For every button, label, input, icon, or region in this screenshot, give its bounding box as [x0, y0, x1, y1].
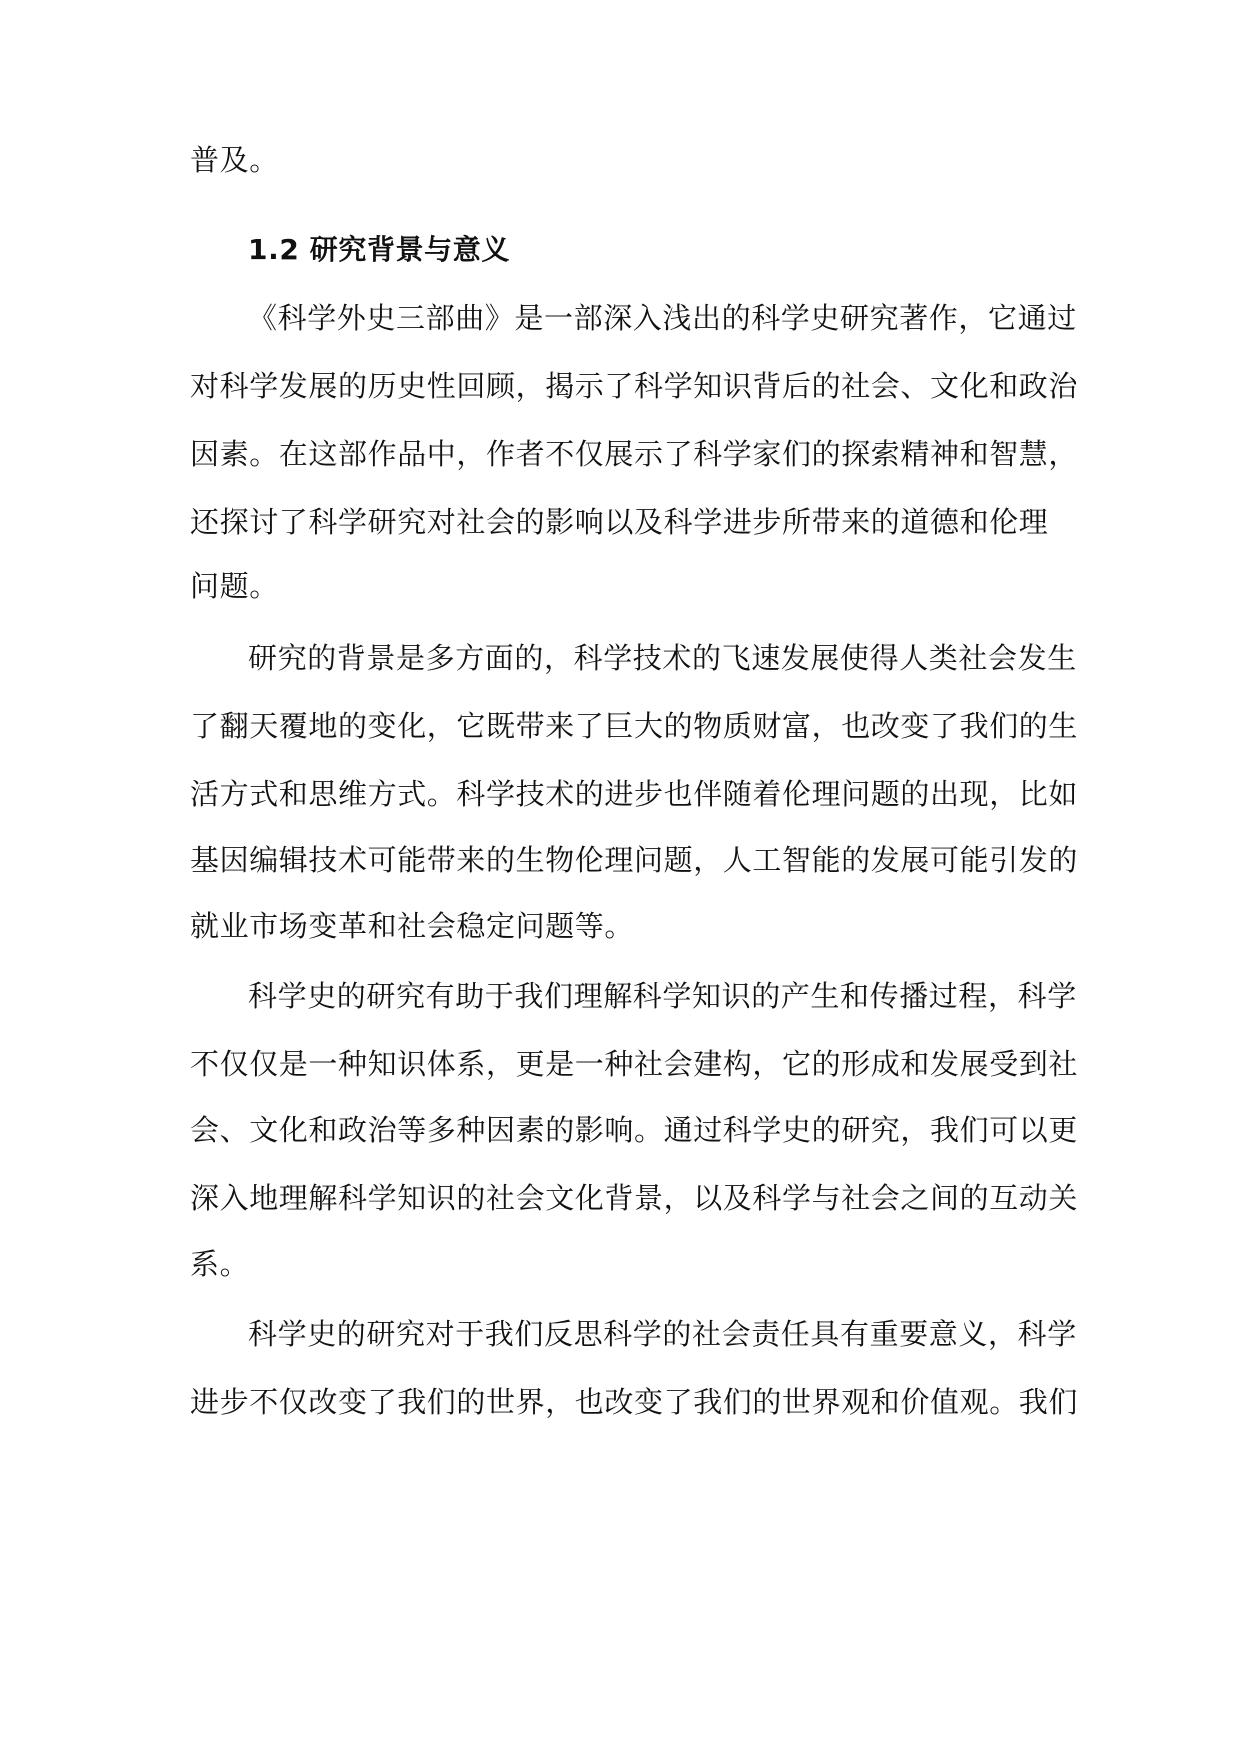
paragraph-line: 研究的背景是多方面的，科学技术的飞速发展使得人类社会发生	[248, 641, 1077, 675]
continuation-text: 普及。	[190, 143, 279, 177]
paragraph-line: 《科学外史三部曲》是一部深入浅出的科学史研究著作，它通过	[248, 301, 1077, 335]
paragraph-line: 不仅仅是一种知识体系，更是一种社会建构，它的形成和发展受到社	[190, 1047, 1079, 1081]
paragraph-line: 活方式和思维方式。科学技术的进步也伴随着伦理问题的出现，比如	[190, 777, 1079, 811]
paragraph-line: 基因编辑技术可能带来的生物伦理问题，人工智能的发展可能引发的	[190, 843, 1079, 877]
paragraph-line: 会、文化和政治等多种因素的影响。通过科学史的研究，我们可以更	[190, 1113, 1079, 1147]
paragraph-line: 进步不仅改变了我们的世界，也改变了我们的世界观和价值观。我们	[190, 1385, 1079, 1419]
section-heading: 1.2 研究背景与意义	[248, 233, 510, 266]
paragraph-line: 科学史的研究对于我们反思科学的社会责任具有重要意义，科学	[248, 1317, 1077, 1351]
paragraph-line: 就业市场变革和社会稳定问题等。	[190, 909, 635, 943]
paragraph-line: 对科学发展的历史性回顾，揭示了科学知识背后的社会、文化和政治	[190, 369, 1079, 403]
paragraph-line: 系。	[190, 1247, 250, 1281]
paragraph-line: 因素。在这部作品中，作者不仅展示了科学家们的探索精神和智慧，	[190, 437, 1079, 471]
paragraph-line: 还探讨了科学研究对社会的影响以及科学进步所带来的道德和伦理	[190, 505, 1049, 539]
paragraph-line: 科学史的研究有助于我们理解科学知识的产生和传播过程，科学	[248, 979, 1077, 1013]
paragraph-line: 问题。	[190, 569, 279, 603]
paragraph-line: 深入地理解科学知识的社会文化背景，以及科学与社会之间的互动关	[190, 1181, 1079, 1215]
paragraph-line: 了翻天覆地的变化，它既带来了巨大的物质财富，也改变了我们的生	[190, 709, 1079, 743]
